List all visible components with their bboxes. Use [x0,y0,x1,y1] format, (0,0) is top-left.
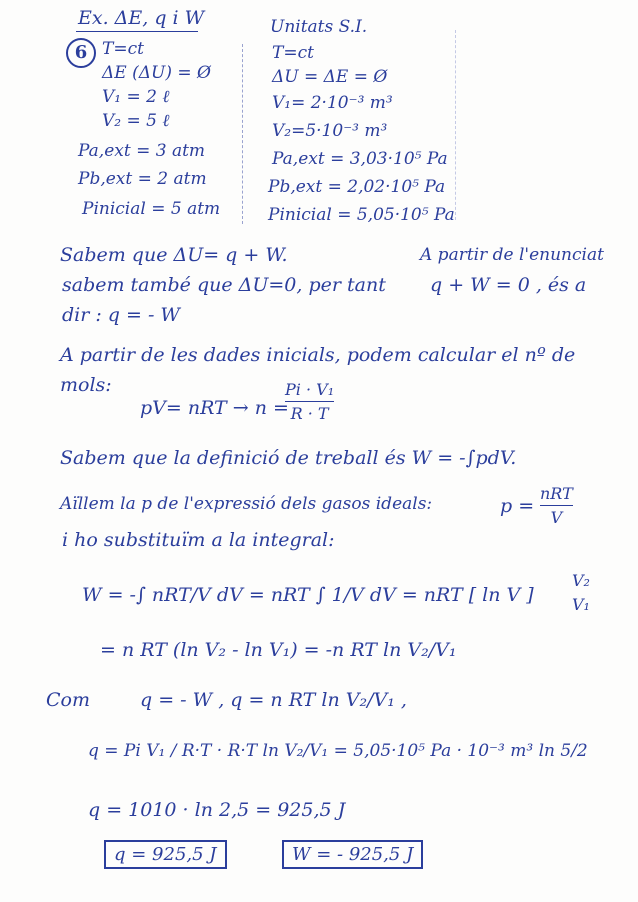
line-isolate-p: Aïllem la p de l'expressió dels gasos ideals: [60,494,433,514]
exercise-header: Ex. ΔE, q i W [78,7,205,29]
frac-p [540,484,573,527]
result-box-q: q = 925,5 J [104,840,227,869]
line-q-equals: dir : q = - W [62,304,180,326]
frac-bar [540,505,573,506]
units-title: Unitats S.I. [270,17,368,37]
line-q-plus-w: q + W = 0 , és a [430,274,587,296]
com-label: Com [46,689,90,711]
si-energy: ΔU = ΔE = Ø [272,67,388,87]
eq-q-numeric: q = 1010 · ln 2,5 = 925,5 J [88,799,346,821]
result-box-w: W = - 925,5 J [282,840,423,869]
header-underline [76,31,198,32]
si-pb: Pb,ext = 2,02·10⁵ Pa [268,177,446,197]
given-v1: V₁ = 2 ℓ [102,87,170,107]
column-divider [242,44,243,224]
given-v2: V₂ = 5 ℓ [102,111,170,131]
line-du-zero: sabem també que ΔU=0, per tant [62,274,386,296]
column-divider-right [455,30,456,220]
si-pinitial: Pinicial = 5,05·10⁵ Pa [268,205,455,225]
frac-moles-den: R · T [290,404,329,423]
si-pa: Pa,ext = 3,03·10⁵ Pa [272,149,448,169]
frac-moles [285,380,334,423]
eq-ideal-gas: pV= nRT → n = [140,397,289,419]
problem-number: 6 [66,38,96,68]
int-lower-limit: V₁ [572,595,590,614]
frac-p-num: nRT [540,484,573,503]
line-statement: A partir de l'enunciat [420,245,604,265]
line-first-law: Sabem que ΔU= q + W. [60,244,288,266]
si-temp: T=ct [272,43,314,63]
si-v2: V₂=5·10⁻³ m³ [272,121,388,141]
eq-integral: W = -∫ nRT/V dV = nRT ∫ 1/V dV = nRT [ ln V ] [82,584,534,606]
given-pinitial: Pinicial = 5 atm [82,199,221,219]
frac-moles-num: Pi · V₁ [285,380,335,399]
eq-log-difference: = n RT (ln V₂ - ln V₁) = -n RT ln V₂/V₁ [100,639,457,661]
si-v1: V₁= 2·10⁻³ m³ [272,93,393,113]
given-temp: T=ct [102,39,144,59]
given-pb: Pb,ext = 2 atm [78,169,207,189]
eq-q-relation: q = - W , q = n RT ln V₂/V₁ , [140,689,407,711]
line-substitute: i ho substituïm a la integral: [62,529,335,551]
given-pa: Pa,ext = 3 atm [78,141,206,161]
eq-q-substitution: q = Pi V₁ / R·T · R·T ln V₂/V₁ = 5,05·10⁵ Pa · 10⁻³ m³ ln 5/2 [88,741,588,761]
line-work-def: Sabem que la definició de treball és W = -∫pdV. [60,447,517,469]
given-energy: ΔE (ΔU) = Ø [102,63,211,83]
int-upper-limit: V₂ [572,571,590,590]
line-moles-intro: A partir de les dades inicials, podem calcular el nº de [60,344,576,366]
line-mols: mols: [60,374,112,396]
frac-p-den: V [550,508,563,527]
frac-bar [285,401,334,402]
eq-p: p = [500,495,535,517]
